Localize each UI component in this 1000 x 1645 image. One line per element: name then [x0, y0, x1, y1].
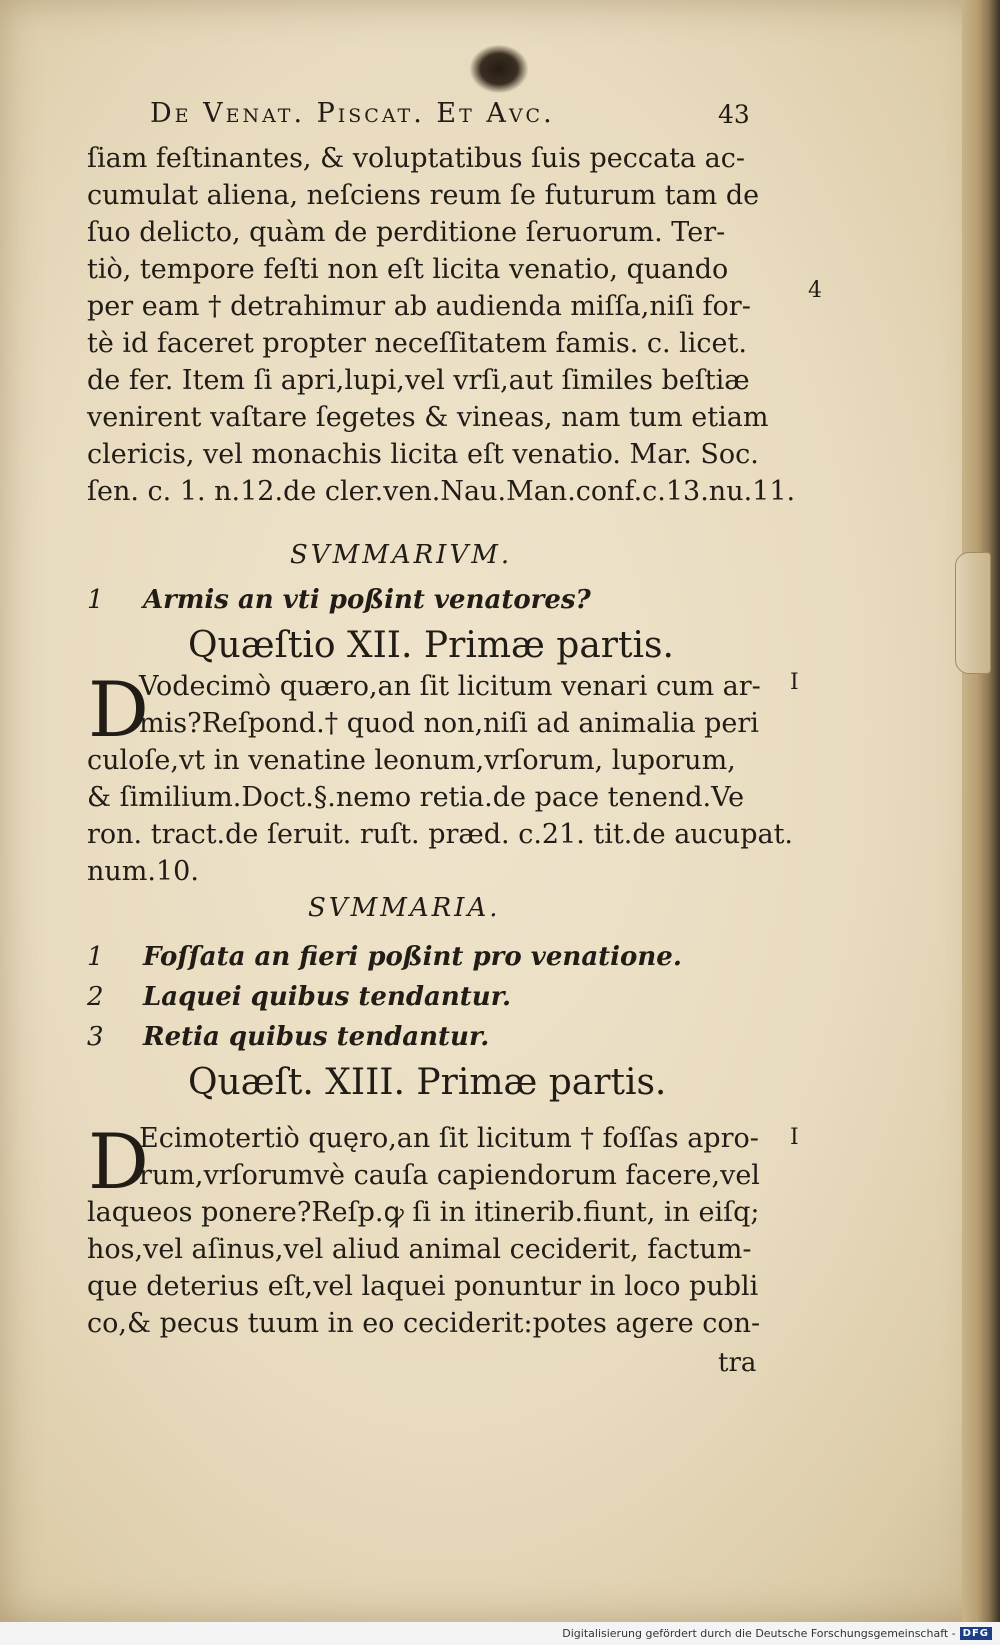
text-line: & ſimilium.Doct.§.nemo retia.de pace tenend.Ve — [87, 782, 745, 813]
dfg-logo: DFG — [960, 1627, 992, 1640]
text-line: que deterius eſt,vel laquei ponuntur in loco publi — [87, 1271, 759, 1302]
summary-item-number: 1 — [87, 585, 104, 615]
page-number: 43 — [718, 100, 750, 129]
summary-item — [87, 585, 591, 615]
summary-heading: SVMMARIVM. — [290, 540, 513, 570]
summary-item — [87, 1022, 489, 1052]
running-title: De Venat. Piscat. Et Avc. — [150, 98, 555, 129]
margin-note: 4 — [808, 278, 822, 303]
bookmark-tab — [955, 552, 991, 674]
text-line: hos,vel aſinus,vel aliud animal ceciderit, factum- — [87, 1234, 752, 1265]
catchword: tra — [718, 1348, 757, 1378]
text-line: rum,vrſorumvè cauſa capiendorum facere,vel — [139, 1160, 760, 1191]
digitization-footer — [0, 1622, 1000, 1645]
question-title: Quæſt. XIII. Primæ partis. — [188, 1062, 667, 1103]
text-line: ſen. c. 1. n.12.de cler.ven.Nau.Man.conf.c.13.nu.11. — [87, 476, 796, 507]
summary-item-text: Laquei quibus tendantur. — [143, 982, 512, 1012]
text-line: laqueos ponere?Reſp.ꝙ ſi in itinerib.fiunt, in eiſq; — [87, 1197, 760, 1228]
text-line: per eam † detrahimur ab audienda miſſa,niſi for- — [87, 291, 751, 322]
text-line: clericis, vel monachis licita eſt venatio. Mar. Soc. — [87, 439, 759, 470]
summary-item-text: Retia quibus tendantur. — [143, 1022, 490, 1052]
question-body — [87, 1117, 787, 1342]
text-line: num.10. — [87, 856, 199, 887]
text-line: culoſe,vt in venatine leonum,vrſorum, luporum, — [87, 745, 736, 776]
summary-heading: SVMMARIA. — [308, 893, 501, 923]
paragraph-continuation — [87, 140, 796, 510]
summary-item — [87, 942, 682, 972]
summary-item-text: Foſſata an fieri poßint pro venatione. — [143, 942, 682, 972]
summary-item-number: 1 — [87, 942, 104, 972]
text-line: ſiam feſtinantes, & voluptatibus ſuis peccata ac- — [87, 143, 745, 174]
text-line: venirent vaſtare ſegetes & vineas, nam tum etiam — [87, 402, 769, 433]
margin-note: I — [790, 670, 799, 695]
text-line: Vodecimò quæro,an ſit licitum venari cum ar- — [139, 671, 761, 702]
summary-item-text: Armis an vti poßint venatores? — [143, 585, 591, 615]
text-line: tiò, tempore feſti non eſt licita venatio, quando — [87, 254, 729, 285]
summary-item-number: 2 — [87, 982, 104, 1012]
summary-item-number: 3 — [87, 1022, 104, 1052]
text-line: de fer. Item ſi apri,lupi,vel vrſi,aut ſimiles beſtiæ — [87, 365, 750, 396]
footer-credit: Digitalisierung gefördert durch die Deutsche Forschungsgemeinschaft - — [562, 1627, 956, 1640]
question-title: Quæſtio XII. Primæ partis. — [188, 625, 674, 666]
ink-stain — [470, 45, 528, 93]
page-edge-shadow — [962, 0, 1000, 1622]
text-line: mis?Reſpond.† quod non,niſi ad animalia peri — [139, 708, 759, 739]
question-body — [87, 665, 794, 890]
drop-cap: D — [88, 665, 149, 754]
text-line: ſuo delicto, quàm de perditione ſeruorum. Ter- — [87, 217, 726, 248]
summary-item — [87, 982, 511, 1012]
drop-cap: D — [88, 1117, 149, 1206]
margin-note: I — [790, 1125, 799, 1150]
text-line: tè id faceret propter neceſſitatem famis. c. licet. — [87, 328, 747, 359]
text-line: cumulat aliena, neſciens reum ſe futurum tam de — [87, 180, 760, 211]
text-line: co,& pecus tuum in eo ceciderit:potes agere con- — [87, 1308, 761, 1339]
text-line: ron. tract.de ſeruit. ruſt. præd. c.21. tit.de aucupat. — [87, 819, 794, 850]
text-line: Ecimotertiò quęro,an ſit licitum † foſſas apro- — [139, 1123, 759, 1154]
